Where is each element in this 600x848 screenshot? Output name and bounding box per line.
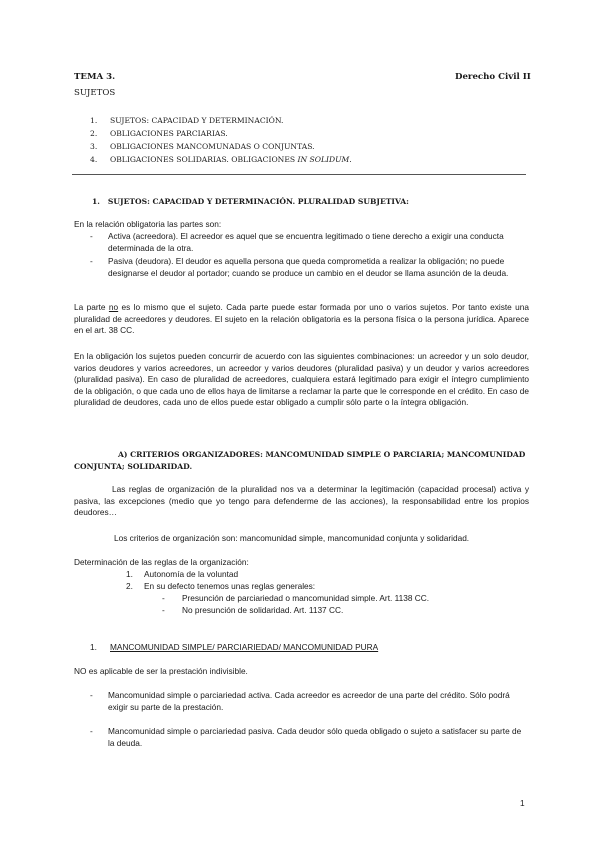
list-item xyxy=(90,256,530,279)
list-item-text: Mancomunidad simple o parciariedad pasiva. Cada deudor sólo queda obligado o sujeto a satisfacer su parte de la deuda. xyxy=(108,726,522,748)
list-item-text: Presunción de parciariedad o mancomunidad simple. Art. 1138 CC. xyxy=(182,593,430,603)
subsection-heading-line2: CONJUNTA; SOLIDARIDAD. xyxy=(74,461,193,471)
dash-bullet: - xyxy=(162,605,165,615)
list-number: 1. xyxy=(126,569,133,579)
dash-bullet: - xyxy=(90,256,93,266)
list-number: 2. xyxy=(126,581,133,591)
toc-number: 3. xyxy=(90,142,98,151)
toc-item xyxy=(90,141,352,154)
paragraph: En la obligación los sujetos pueden concurrir de acuerdo con las siguientes combinaciones: un acreedor y un solo deudor, varios deudores y varios acreedores, un acreedor y varios deudores (pluralidad pasiva) y un deudor y varios acreedores (pluralidad pasiva). En caso de pluralidad de acreedores, cualquiera estará legitimado para exigir el íntegro cumplimiento de la obligación, o que cada uno de ellos haya de limitarse a reclamar la parte que le corresponde en el crédito. En caso de pluralidad de deudores, cada uno de ellos puede estar obligado a cumplir sólo parte o la íntegra obligación. xyxy=(74,351,529,407)
divider xyxy=(72,174,526,175)
paragraph-text: es lo mismo que el sujeto. Cada parte puede estar formada por uno o varios sujetos. Por tanto existe una pluralidad de acreedores y deudores. El sujeto en la relación obligatoria es la persona física o la persona jurídica. Aparece en el art. 38 CC. xyxy=(74,302,529,335)
dash-bullet: - xyxy=(162,593,165,603)
toc-item xyxy=(90,115,352,128)
page-number: 1 xyxy=(520,798,525,808)
list-item xyxy=(90,231,530,254)
underlined-word: no xyxy=(108,302,119,312)
paragraph: Los criterios de organización son: mancomunidad simple, mancomunidad conjunta y solidaridad. xyxy=(114,533,470,543)
subsection-heading-line1: A) CRITERIOS ORGANIZADORES: MANCOMUNIDAD SIMPLE O PARCIARIA; MANCOMUNIDAD xyxy=(118,450,526,459)
toc-text-end: . xyxy=(349,155,352,164)
list-item xyxy=(126,569,315,581)
course-name: Derecho Civil II xyxy=(455,72,531,82)
parties-list xyxy=(90,231,530,281)
list-item-text: En su defecto tenemos unas reglas generales: xyxy=(144,581,316,591)
toc-text: OBLIGACIONES PARCIARIAS. xyxy=(110,129,228,138)
list-item-text: Autonomía de la voluntad xyxy=(144,569,239,579)
dash-bullet: - xyxy=(90,690,93,700)
toc-text-italic: IN SOLIDUM xyxy=(297,155,350,164)
topic-number: TEMA 3. xyxy=(74,72,116,82)
section-heading xyxy=(92,196,409,208)
toc-text: SUJETOS: CAPACIDAD Y DETERMINACIÓN. xyxy=(110,116,284,125)
list-item xyxy=(126,581,315,593)
toc-text-main: OBLIGACIONES SOLIDARIAS. OBLIGACIONES xyxy=(110,155,298,164)
subsection-heading xyxy=(74,449,534,472)
mancomunidad-list xyxy=(90,690,530,751)
toc-number: 4. xyxy=(90,155,98,164)
toc-item xyxy=(90,128,352,141)
list-item-text: Mancomunidad simple o parciariedad activa. Cada acreedor es acreedor de una parte del crédito. Sólo podrá exigir su parte de la prestación. xyxy=(108,690,510,712)
list-item xyxy=(162,593,429,605)
toc-item xyxy=(90,154,352,167)
topic-title: SUJETOS xyxy=(74,88,116,98)
toc-text xyxy=(110,154,352,167)
toc-number: 2. xyxy=(90,129,98,138)
section-number: 1. xyxy=(90,642,97,652)
numbered-list xyxy=(126,569,315,593)
list-title: Determinación de las reglas de la organización: xyxy=(74,557,249,567)
list-item xyxy=(90,690,530,713)
dash-bullet: - xyxy=(90,726,93,736)
toc-number: 1. xyxy=(90,116,98,125)
section-title: SUJETOS: CAPACIDAD Y DETERMINACIÓN. PLURALIDAD SUBJETIVA: xyxy=(107,197,409,206)
section-heading xyxy=(90,642,378,654)
paragraph: NO es aplicable de ser la prestación indivisible. xyxy=(74,666,248,676)
toc-text: OBLIGACIONES MANCOMUNADAS O CONJUNTAS. xyxy=(110,142,315,151)
list-item xyxy=(162,605,429,617)
intro-paragraph: En la relación obligatoria las partes son: xyxy=(74,219,222,229)
table-of-contents xyxy=(90,115,352,167)
list-item-text: Pasiva (deudora). El deudor es aquella persona que queda comprometida a realizar la obligación; no puede designarse el deudor al portador; cuando se produce un cambio en el deudor se llama asunción de la deuda. xyxy=(108,256,509,278)
list-item-text: No presunción de solidaridad. Art. 1137 CC. xyxy=(182,605,344,615)
paragraph-text: La parte xyxy=(74,302,109,312)
paragraph xyxy=(74,302,529,337)
list-item xyxy=(90,726,530,749)
list-item-text: Activa (acreedora). El acreedor es aquel que se encuentra legitimado o tiene derecho a exigir una conducta determinada de la otra. xyxy=(108,231,504,253)
paragraph: Las reglas de organización de la pluralidad nos va a determinar la legitimación (capacidad procesal) activa y pasiva, las excepciones (medio que yo tengo para defenderme de las acciones), la responsabilidad entre los propios deudores… xyxy=(74,484,529,517)
dash-bullet: - xyxy=(90,231,93,241)
section-title: MANCOMUNIDAD SIMPLE/ PARCIARIEDAD/ MANCOMUNIDAD PURA xyxy=(110,642,379,652)
sub-list xyxy=(162,593,429,617)
section-number: 1. xyxy=(92,197,100,206)
